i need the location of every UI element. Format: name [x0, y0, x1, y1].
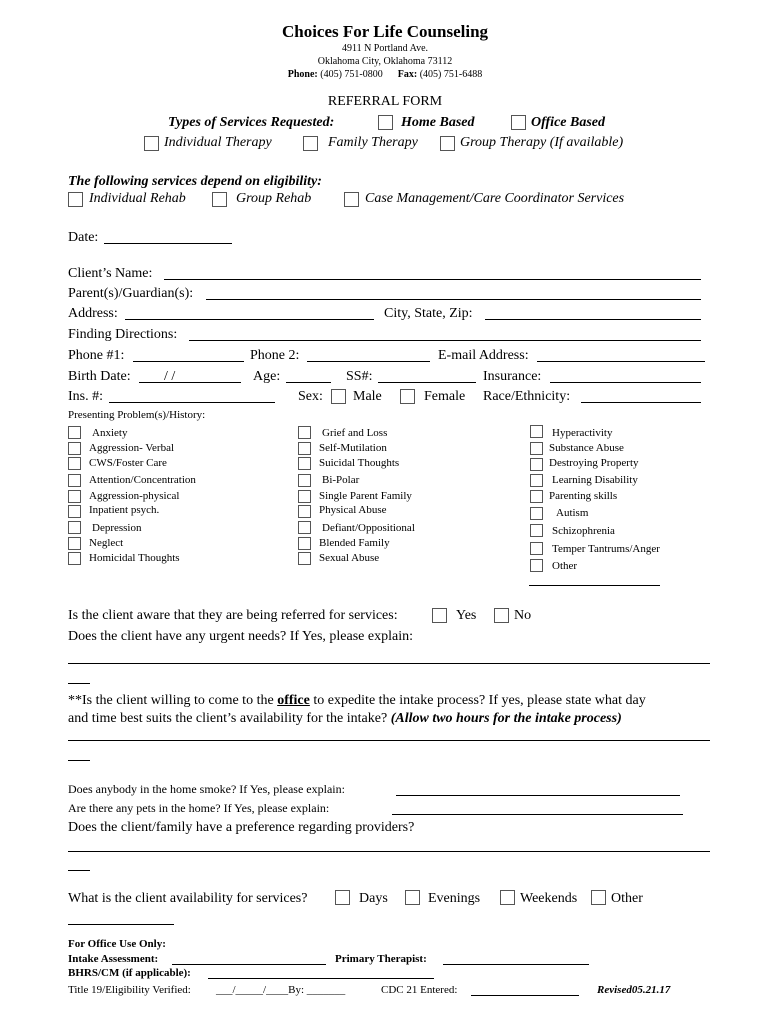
- urgent-answer-line-end: [68, 683, 90, 684]
- family-therapy-label: Family Therapy: [328, 135, 418, 150]
- problem-checkbox[interactable]: [530, 458, 543, 471]
- problem-label: Depression: [92, 522, 142, 534]
- org-contact: [0, 69, 770, 80]
- cdc21-label: CDC 21 Entered:: [381, 984, 458, 996]
- office-based-checkbox[interactable]: [511, 115, 526, 130]
- org-address-line1: 4911 N Portland Ave.: [341, 43, 429, 54]
- problem-checkbox[interactable]: [530, 524, 543, 537]
- problem-checkbox[interactable]: [68, 426, 81, 439]
- individual-rehab-label: Individual Rehab: [89, 191, 186, 206]
- phone-value: (405) 751-0800: [320, 69, 383, 80]
- intake-assessment-label: Intake Assessment:: [68, 953, 159, 965]
- problem-checkbox[interactable]: [298, 521, 311, 534]
- individual-therapy-checkbox[interactable]: [144, 136, 159, 151]
- male-label: Male: [353, 389, 382, 404]
- problem-label: Anxiety: [92, 427, 128, 439]
- other-availability-field[interactable]: [68, 924, 174, 925]
- problem-label: Destroying Property: [549, 457, 639, 469]
- problem-checkbox[interactable]: [530, 442, 543, 455]
- group-therapy-checkbox[interactable]: [440, 136, 455, 151]
- problem-checkbox[interactable]: [68, 505, 81, 518]
- phone2-field[interactable]: [307, 361, 430, 362]
- presenting-problems-label: Presenting Problem(s)/History:: [68, 409, 206, 421]
- problem-checkbox[interactable]: [530, 490, 543, 503]
- title19-label: Title 19/Eligibility Verified:: [68, 984, 191, 996]
- date-label: Date:: [68, 230, 99, 245]
- aware-yes-label: Yes: [456, 608, 477, 623]
- providers-question: Does the client/family have a preference regarding providers?: [68, 820, 415, 835]
- problem-checkbox[interactable]: [298, 537, 311, 550]
- problem-checkbox[interactable]: [530, 425, 543, 438]
- parents-label: Parent(s)/Guardian(s):: [68, 286, 194, 301]
- address-label: Address:: [68, 306, 118, 321]
- problem-checkbox[interactable]: [530, 542, 543, 555]
- problem-label: Single Parent Family: [319, 490, 412, 502]
- finding-directions-label: Finding Directions:: [68, 327, 178, 342]
- problem-label: Inpatient psych.: [89, 504, 160, 516]
- days-checkbox[interactable]: [335, 890, 350, 905]
- problem-checkbox[interactable]: [530, 507, 543, 520]
- aware-yes-checkbox[interactable]: [432, 608, 447, 623]
- problem-checkbox[interactable]: [68, 552, 81, 565]
- problem-label: Aggression-physical: [89, 490, 180, 502]
- other-availability-checkbox[interactable]: [591, 890, 606, 905]
- bhrs-label: BHRS/CM (if applicable):: [68, 967, 191, 979]
- problem-checkbox[interactable]: [68, 474, 81, 487]
- problem-checkbox[interactable]: [298, 552, 311, 565]
- problem-checkbox[interactable]: [298, 426, 311, 439]
- phone1-label: Phone #1:: [68, 348, 125, 363]
- ins-no-label: Ins. #:: [68, 389, 103, 404]
- individual-therapy-label: Individual Therapy: [164, 135, 272, 150]
- problem-label: Autism: [556, 507, 589, 519]
- smoke-answer-line[interactable]: [396, 795, 680, 796]
- services-label: Types of Services Requested:: [168, 115, 335, 130]
- urgent-question: Does the client have any urgent needs? If Yes, please explain:: [68, 629, 413, 644]
- age-field[interactable]: [286, 382, 331, 383]
- home-based-checkbox[interactable]: [378, 115, 393, 130]
- sex-label: Sex:: [298, 389, 323, 404]
- problem-checkbox[interactable]: [530, 474, 543, 487]
- problem-checkbox[interactable]: [68, 521, 81, 534]
- aware-question: Is the client aware that they are being referred for services:: [68, 608, 398, 623]
- client-name-label: Client’s Name:: [68, 266, 153, 281]
- title19-field[interactable]: ___/_____/____By: _______: [216, 984, 346, 996]
- revised-date: Revised05.21.17: [597, 984, 671, 996]
- race-field[interactable]: [581, 402, 701, 403]
- form-title: REFERRAL FORM: [327, 94, 443, 109]
- problem-label: Substance Abuse: [549, 442, 624, 454]
- problem-checkbox[interactable]: [298, 457, 311, 470]
- problem-checkbox[interactable]: [68, 442, 81, 455]
- problem-label: Sexual Abuse: [319, 552, 380, 564]
- office-answer-line-end: [68, 760, 90, 761]
- case-management-label: Case Management/Care Coordinator Services: [365, 191, 625, 206]
- problem-label: CWS/Foster Care: [89, 457, 167, 469]
- family-therapy-checkbox[interactable]: [303, 136, 318, 151]
- age-label: Age:: [253, 369, 281, 384]
- problem-checkbox[interactable]: [298, 442, 311, 455]
- problem-label: Self-Mutilation: [319, 442, 387, 454]
- female-label: Female: [424, 389, 466, 404]
- problem-label: Temper Tantrums/Anger: [552, 543, 660, 555]
- pets-question: Are there any pets in the home? If Yes, please explain:: [68, 801, 330, 815]
- group-rehab-label: Group Rehab: [236, 191, 312, 206]
- home-based-label: Home Based: [401, 115, 475, 130]
- smoke-question: Does anybody in the home smoke? If Yes, please explain:: [68, 782, 345, 796]
- group-rehab-checkbox[interactable]: [212, 192, 227, 207]
- office-answer-line[interactable]: [68, 740, 710, 741]
- phone2-label: Phone 2:: [250, 348, 300, 363]
- fax-label: Fax:: [397, 69, 418, 80]
- primary-therapist-field[interactable]: [443, 964, 589, 965]
- insurance-label: Insurance:: [483, 369, 542, 384]
- case-management-checkbox[interactable]: [344, 192, 359, 207]
- office-word: office: [277, 693, 310, 708]
- group-therapy-label: Group Therapy (If available): [460, 135, 624, 150]
- aware-no-label: No: [514, 608, 532, 623]
- problem-label: Homicidal Thoughts: [89, 552, 180, 564]
- female-checkbox[interactable]: [400, 389, 415, 404]
- problem-checkbox[interactable]: [530, 559, 543, 572]
- aware-no-checkbox[interactable]: [494, 608, 509, 623]
- email-label: E-mail Address:: [438, 348, 529, 363]
- providers-answer-line[interactable]: [68, 851, 710, 852]
- problem-label: Grief and Loss: [322, 427, 388, 439]
- intake-assessment-field[interactable]: [172, 964, 326, 965]
- phone-label: Phone:: [287, 69, 318, 80]
- male-checkbox[interactable]: [331, 389, 346, 404]
- office-question-prefix: **Is the client willing to come to the: [68, 693, 278, 708]
- address-field[interactable]: [125, 319, 374, 320]
- weekends-checkbox[interactable]: [500, 890, 515, 905]
- race-label: Race/Ethnicity:: [483, 389, 571, 404]
- insurance-field[interactable]: [550, 382, 701, 383]
- email-field[interactable]: [537, 361, 705, 362]
- providers-answer-line-end: [68, 870, 90, 871]
- parents-field[interactable]: [206, 299, 701, 300]
- evenings-label: Evenings: [428, 891, 481, 906]
- problem-label: Parenting skills: [549, 490, 618, 502]
- birth-date-field[interactable]: [139, 382, 241, 383]
- problem-label: Defiant/Oppositional: [322, 522, 415, 534]
- office-note: (Allow two hours for the intake process): [390, 711, 622, 726]
- primary-therapist-label: Primary Therapist:: [335, 953, 427, 965]
- other-availability-label: Other: [611, 891, 643, 906]
- problem-checkbox[interactable]: [298, 505, 311, 518]
- weekends-label: Weekends: [520, 891, 578, 906]
- fax-value: (405) 751-6488: [419, 69, 483, 80]
- phone1-field[interactable]: [133, 361, 244, 362]
- office-question-suffix: to expedite the intake process? If yes, please state what day: [309, 693, 646, 708]
- office-question: [68, 693, 646, 709]
- other-problem-field[interactable]: [529, 585, 660, 586]
- birth-date-label: Birth Date:: [68, 369, 131, 384]
- problem-checkbox[interactable]: [68, 537, 81, 550]
- org-address-line2: Oklahoma City, Oklahoma 73112: [317, 56, 453, 67]
- problem-label: Bi-Polar: [322, 474, 360, 486]
- ins-no-field[interactable]: [109, 402, 275, 403]
- office-line2-text: and time best suits the client’s availability for the intake?: [68, 711, 388, 726]
- problem-label: Physical Abuse: [319, 504, 387, 516]
- office-based-label: Office Based: [531, 115, 605, 130]
- city-state-zip-field[interactable]: [485, 319, 701, 320]
- evenings-checkbox[interactable]: [405, 890, 420, 905]
- availability-question: What is the client availability for services?: [68, 891, 308, 906]
- cdc21-field[interactable]: [471, 995, 579, 996]
- problem-checkbox[interactable]: [68, 457, 81, 470]
- bhrs-field[interactable]: [208, 978, 434, 979]
- org-name: Choices For Life Counseling: [281, 22, 489, 41]
- ssn-label: SS#:: [346, 369, 373, 384]
- problem-label: Schizophrenia: [552, 525, 615, 537]
- problem-label: Learning Disability: [552, 474, 638, 486]
- problem-label: Neglect: [89, 537, 124, 549]
- problem-checkbox[interactable]: [298, 474, 311, 487]
- urgent-answer-line[interactable]: [68, 663, 710, 664]
- client-name-field[interactable]: [164, 279, 701, 280]
- days-label: Days: [359, 891, 388, 906]
- office-question-line2: [68, 711, 622, 727]
- city-state-zip-label: City, State, Zip:: [384, 306, 473, 321]
- problem-label: Attention/Concentration: [89, 474, 196, 486]
- problem-label: Suicidal Thoughts: [319, 457, 400, 469]
- date-field[interactable]: [104, 243, 232, 244]
- finding-directions-field[interactable]: [189, 340, 701, 341]
- individual-rehab-checkbox[interactable]: [68, 192, 83, 207]
- office-use-label: For Office Use Only:: [68, 938, 166, 950]
- ssn-field[interactable]: [378, 382, 476, 383]
- birth-date-slashes: / /: [164, 369, 176, 384]
- problem-checkbox[interactable]: [68, 490, 81, 503]
- eligibility-label: The following services depend on eligibility:: [68, 174, 322, 189]
- problem-label: Blended Family: [319, 537, 390, 549]
- problem-label: Aggression- Verbal: [89, 442, 175, 454]
- problem-label: Hyperactivity: [552, 427, 613, 439]
- pets-answer-line[interactable]: [392, 814, 683, 815]
- problem-label: Other: [552, 560, 578, 572]
- problem-checkbox[interactable]: [298, 490, 311, 503]
